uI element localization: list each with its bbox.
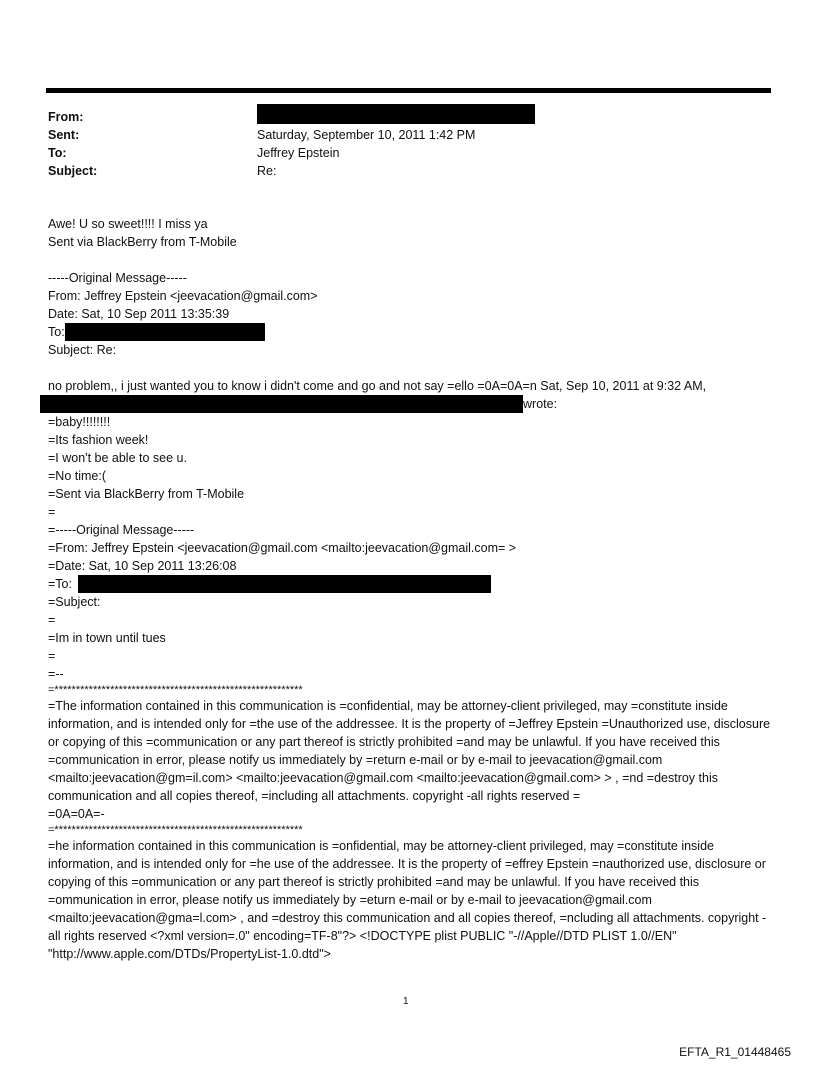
disclaimer-2: =he information contained in this communication is =onfidential, may be attorney-client privileged, may =constitute inside information, and is intended only for =he use of the addressee. It is the property of =effrey Epstein =nauthorized use, disclosure or copying of this =ommunication or any part thereof is strictly prohibited =and may be unlawful. If you have received this =ommunication in error, please notify us immediately by =eturn e-mail or by e-mail to jeevacation@gmail.com <mailto:jeevacation@gma=l.com> , and =destroy this communication and all copies thereof, =ncluding all attachments. copyright -all rights reserved <?xml version=.0" encoding=TF-8"?> <!DOCTYPE plist PUBLIC "-//Apple//DTD PLIST 1.0//EN" "http://www.apple.com/DTDs/PropertyList-1.0.dtd"> xyxy=(48,839,767,961)
sent-row xyxy=(48,126,535,144)
page-number: 1 xyxy=(403,996,409,1007)
body-line: Sent via BlackBerry from T-Mobile xyxy=(48,235,237,249)
separator-line: =0A=0A=- xyxy=(48,807,105,821)
email-header xyxy=(48,108,535,180)
original-message-marker: -----Original Message----- xyxy=(48,271,187,285)
to-value: Jeffrey Epstein xyxy=(257,146,340,160)
subject-label: Subject: xyxy=(48,164,98,178)
disclaimer-1: =The information contained in this communication is =confidential, may be attorney-client privileged, may =constitute inside information, and is intended only for =the use of the addressee. It is the property of =Jeffrey Epstein =Unauthorized use, disclosure or copying of this =communication or any part thereof is strictly prohibited =and may be unlawful. If you have received this =communication in error, please notify us immediately by =return e-mail or by e-mail to jeevacation@gmail.com <mailto:jeevacation@gm=il.com> <mailto:jeevacation@gmail.com <mailto:jeevacation@gmail.com> > , =nd =destroy this communication and all copies thereof, =including all attachments. copyright -all rights reserved = xyxy=(48,699,771,803)
from-label: From: xyxy=(48,110,84,124)
quoted-line: =Date: Sat, 10 Sep 2011 13:26:08 xyxy=(48,559,237,573)
quoted-line: =I won't be able to see u. xyxy=(48,451,187,465)
sent-label: Sent: xyxy=(48,128,80,142)
to-row xyxy=(48,144,535,162)
quoted-line: =Subject: xyxy=(48,595,101,609)
redaction-block xyxy=(65,323,265,341)
quoted-line: =No time:( xyxy=(48,469,107,483)
original-date: Date: Sat, 10 Sep 2011 13:35:39 xyxy=(48,307,230,321)
quoted-line: =From: Jeffrey Epstein <jeevacation@gmail.com <mailto:jeevacation@gmail.com= > xyxy=(48,541,517,555)
redaction-block xyxy=(78,575,491,593)
original-subject: Subject: Re: xyxy=(48,343,117,357)
quoted-line: = xyxy=(48,613,56,627)
separator-line: =********************************************************** xyxy=(48,684,303,696)
quoted-line: =Its fashion week! xyxy=(48,433,149,447)
quoted-line: =baby!!!!!!!! xyxy=(48,415,111,429)
quoted-line: =-----Original Message----- xyxy=(48,523,195,537)
wrote-label: wrote: xyxy=(523,397,558,411)
quoted-line: = xyxy=(48,649,56,663)
quoted-line: =Im in town until tues xyxy=(48,631,166,645)
separator-line: =********************************************************** xyxy=(48,824,303,836)
redaction-block xyxy=(40,395,523,413)
quoted-line: =-- xyxy=(48,667,64,681)
reply-text: no problem,, i just wanted you to know i didn't come and go and not say =ello =0A=0A=n Sat, Sep 10, 2011 at 9:32 AM, xyxy=(48,379,707,393)
subject-value: Re: xyxy=(257,164,277,178)
original-from: From: Jeffrey Epstein <jeevacation@gmail.com> xyxy=(48,289,318,303)
original-to-row xyxy=(48,323,772,341)
original-to-label: To: xyxy=(48,325,65,339)
quoted-line: = xyxy=(48,505,56,519)
bates-number: EFTA_R1_01448465 xyxy=(679,1045,791,1059)
wrote-row xyxy=(48,395,772,413)
to-label: To: xyxy=(48,146,67,160)
quoted-to-label: =To: xyxy=(48,577,72,591)
header-rule xyxy=(46,88,771,93)
sent-value: Saturday, September 10, 2011 1:42 PM xyxy=(257,128,476,142)
subject-row xyxy=(48,162,535,180)
email-body xyxy=(48,215,772,963)
body-line: Awe! U so sweet!!!! I miss ya xyxy=(48,217,208,231)
quoted-line: =Sent via BlackBerry from T-Mobile xyxy=(48,487,245,501)
redaction-block xyxy=(257,104,535,124)
from-row xyxy=(48,108,535,126)
quoted-to-row xyxy=(48,575,772,593)
